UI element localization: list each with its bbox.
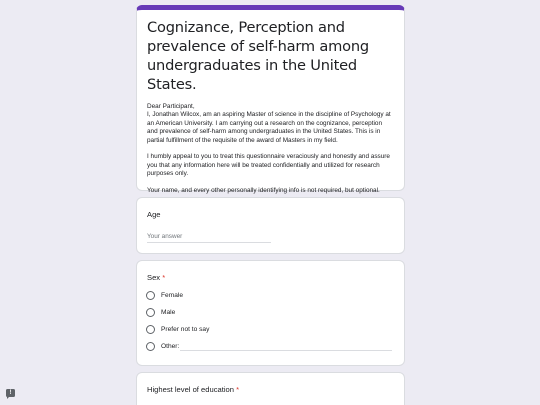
question-title [147, 385, 394, 394]
question-title [147, 273, 394, 282]
form-title: Cognizance, Perception and prevalence of self-harm among undergraduates in the United States. [147, 19, 369, 93]
question-age [136, 197, 405, 254]
age-input[interactable]: Your answer [147, 233, 271, 243]
required-star: * [236, 385, 240, 394]
option-other[interactable] [146, 342, 179, 351]
required-star: * [162, 273, 166, 282]
question-title-text: Sex [147, 273, 161, 282]
option-female[interactable] [146, 291, 183, 300]
option-label: Female [161, 292, 183, 299]
form-header-card [136, 5, 405, 195]
option-prefer-not-to-say[interactable] [146, 325, 209, 334]
form-description: Dear Participant, I, Jonathan Wilcox, am an aspiring Master of science in the discipline of Psychology at an American University. I am carrying out a research on the cognizance, perception and prevalence of self-harm among undergraduates in the United States. This is in partial fulfillment of the requisite of the award of Masters in my field. I humbly appeal to you to treat this questionnaire veraciously and honestly and assure you that any information here will be treated confidentially and utilized for research purposes only. Your name, and every other personally identifying info is not required, but optional. [147, 103, 391, 195]
option-label: Male [161, 309, 176, 316]
form-container [136, 5, 405, 405]
option-label: Other: [161, 343, 180, 350]
question-title: Age [147, 210, 161, 219]
option-male[interactable] [146, 308, 175, 317]
question-education [136, 372, 405, 405]
radio-button[interactable] [146, 342, 155, 351]
option-label: Prefer not to say [161, 326, 210, 333]
radio-button[interactable] [146, 291, 155, 300]
question-sex [136, 260, 405, 366]
radio-button[interactable] [146, 325, 155, 334]
report-feedback-icon[interactable]: ! [6, 389, 15, 397]
radio-button[interactable] [146, 308, 155, 317]
other-text-input[interactable] [180, 350, 392, 351]
question-title-text: Highest level of education [147, 385, 234, 394]
